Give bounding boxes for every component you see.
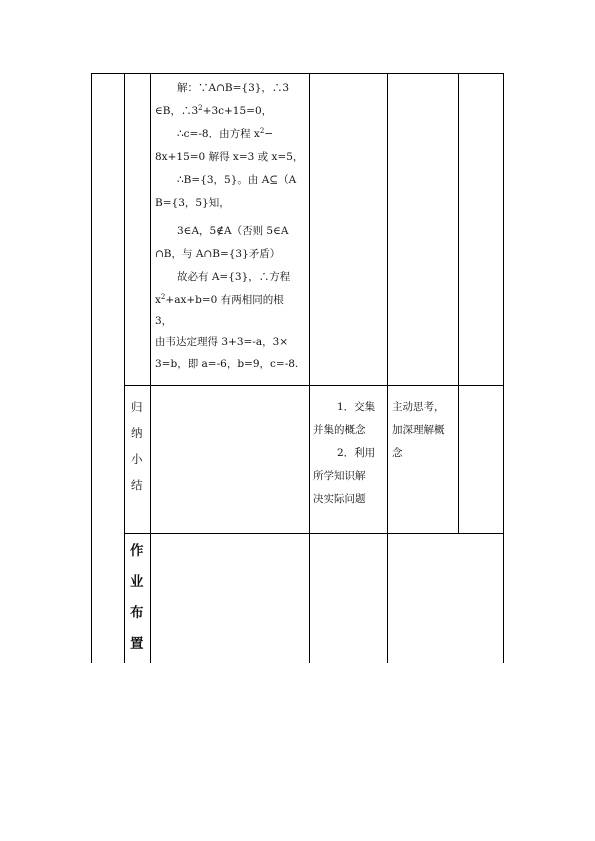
row-divider-2 xyxy=(124,533,504,534)
homework-label-char: 业 xyxy=(130,574,144,590)
solution-line-7: 3∈A，5∉A（否则 5∈A xyxy=(177,225,289,237)
column-divider-outer-left xyxy=(91,73,92,663)
summary-label-char: 归 xyxy=(131,400,143,414)
solution-line-11: 3， xyxy=(155,315,173,327)
summary-label-char: 小 xyxy=(131,452,143,466)
solution-line-12: 由韦达定理得 3+3=-a，3× xyxy=(155,336,289,348)
solution-line-2-a: ∈B，∴3 xyxy=(155,105,199,117)
solution-line-2-b: +3c+15=0， xyxy=(202,105,273,117)
teacher-activity-line: 并集的概念 xyxy=(313,424,366,436)
solution-line-9: 故必有 A={3}，∴方程 xyxy=(177,271,291,283)
summary-label-char: 纳 xyxy=(131,426,143,440)
solution-line-5: ∴B={3，5}。由 A⊆（A xyxy=(177,174,297,186)
solution-line-13: 3=b，即 a=-6，b=9，c=-8. xyxy=(155,358,299,370)
homework-label-char: 置 xyxy=(130,636,144,652)
table-top-border xyxy=(91,73,504,74)
column-divider-outer-right xyxy=(503,73,504,663)
solution-line-3-b: − xyxy=(264,128,274,140)
solution-line-3-a: ∴c=-8．由方程 x xyxy=(177,128,260,140)
solution-line-10-a: x xyxy=(155,294,161,306)
solution-line-1: 解：∵A∩B={3}，∴3 xyxy=(177,82,290,94)
column-divider-5 xyxy=(458,73,459,533)
summary-label-char: 结 xyxy=(131,478,143,492)
column-divider-2 xyxy=(150,73,151,663)
student-activity-line: 主动思考， xyxy=(392,401,445,413)
solution-line-10-sup: 2 xyxy=(160,293,166,301)
student-activity-line: 加深理解概 xyxy=(392,424,445,436)
teacher-activity-line: 2．利用 xyxy=(337,447,376,459)
solution-line-8: ∩B，与 A∩B={3}矛盾） xyxy=(155,248,281,260)
teacher-activity-line: 1．交集 xyxy=(337,401,376,413)
teacher-activity-line: 决实际问题 xyxy=(313,493,366,505)
column-divider-1 xyxy=(124,73,125,663)
solution-line-4: 8x+15=0 解得 x=3 或 x=5， xyxy=(155,151,304,163)
teacher-activity-line: 所学知识解 xyxy=(313,470,366,482)
solution-line-10-b: +ax+b=0 有两相同的根 xyxy=(165,294,284,306)
homework-label-char: 布 xyxy=(130,605,144,621)
solution-line-2 xyxy=(155,100,272,123)
solution-line-2-sup: 2 xyxy=(198,104,203,112)
row-divider-1 xyxy=(124,385,504,386)
column-divider-3 xyxy=(309,73,310,663)
solution-line-3-sup: 2 xyxy=(259,127,265,135)
solution-line-6: B={3，5}知， xyxy=(155,197,230,209)
column-divider-4 xyxy=(387,73,388,663)
homework-label-char: 作 xyxy=(130,543,144,559)
solution-line-10 xyxy=(155,289,284,312)
student-activity-line: 念 xyxy=(392,447,403,459)
solution-line-3 xyxy=(177,123,273,146)
